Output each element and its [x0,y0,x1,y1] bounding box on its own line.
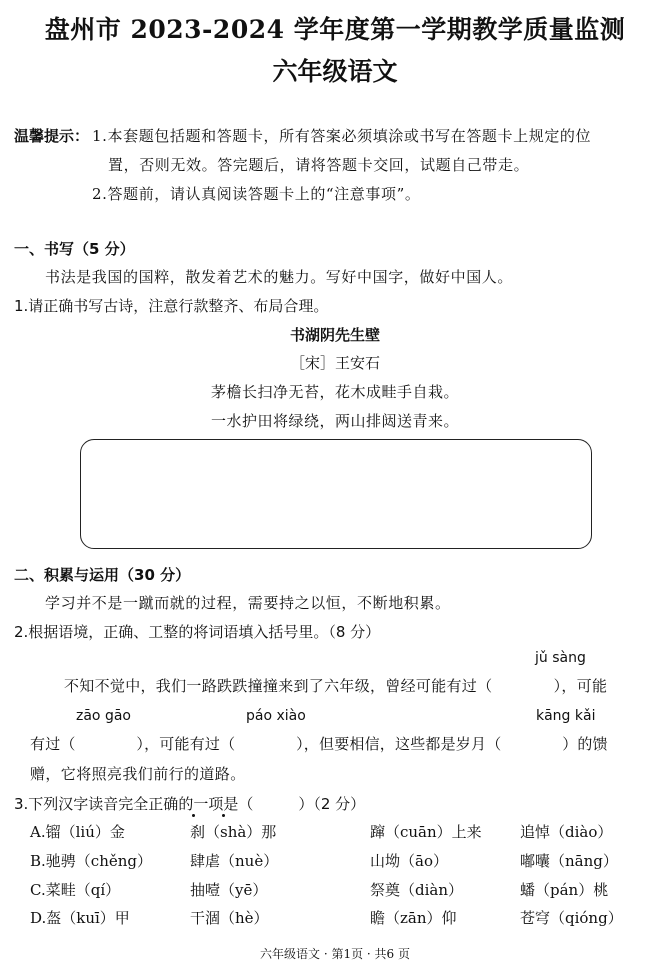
poem-title: 书湖阴先生壁 [289,326,380,344]
option-b-2: 肆虐（nuè） [190,852,279,870]
section1-intro: 书法是我国的国粹，散发着艺术的魅力。写好中国字，做好中国人。 [45,268,514,286]
section1-heading: 一、书写（5 分） [14,240,135,258]
question-2-line-3: 赠，它将照亮我们前行的道路。 [30,765,246,783]
option-c-3: 祭奠（diàn） [370,881,464,899]
option-d-1: D.盔（kuī）甲 [30,909,130,927]
option-b-4: 嘟囔（nāng） [520,852,618,870]
question-2-line-2: 有过（ ），可能有过（ ），但要相信，这些都是岁月（ ）的馈 [30,735,608,753]
notice-item2: 2.答题前，请认真阅读答题卡上的“注意事项”。 [92,185,421,203]
pinyin-kangkai: kāng kǎi [536,708,596,724]
pinyin-paoxiao: páo xiào [246,708,306,724]
option-a-4: 追悼（diào） [520,823,613,841]
section2-heading: 二、积累与运用（30 分） [14,566,191,584]
notice-item1-line1: 1.本套题包括题和答题卡，所有答案必须填涂或书写在答题卡上规定的位 [92,127,592,145]
option-d-4: 苍穹（qióng） [520,909,623,927]
option-a-3: 蹿（cuān）上来 [370,823,482,841]
option-a-1: A.镏（liú）金 [30,823,125,841]
poem-author: ［宋］王安石 [289,354,380,372]
exam-subtitle: 六年级语文 [272,57,398,86]
option-b-1: B.驰骋（chěng） [30,852,152,870]
question-2-stem: 2.根据语境，正确、工整的将词语填入括号里。（8 分） [14,623,381,641]
notice-label: 温馨提示： [14,127,90,145]
question-1: 1.请正确书写古诗，注意行款整齐、布局合理。 [14,297,329,315]
option-a-2: 刹（shà）那 [190,823,277,841]
emphasis-dot [192,814,195,817]
writing-answer-box [80,439,592,549]
question-3-stem: 3.下列汉字读音完全正确的一项是（ ）（2 分） [14,795,366,813]
poem-line-2: 一水护田将绿绕，两山排闼送青来。 [210,412,459,430]
page-footer: 六年级语文 · 第1页 · 共6 页 [260,947,410,961]
option-c-4: 蟠（pán）桃 [520,881,609,899]
exam-title: 盘州市 2023-2024 学年度第一学期教学质量监测 [44,15,626,44]
option-c-2: 抽噎（yē） [190,881,268,899]
option-b-3: 山坳（āo） [370,852,448,870]
poem-line-1: 茅檐长扫净无苔，花木成畦手自栽。 [210,383,459,401]
pinyin-zaogao: zāo gāo [76,708,131,724]
question-2-line-1: 不知不觉中，我们一路跌跌撞撞来到了六年级，曾经可能有过（ ），可能 [64,677,608,695]
option-d-3: 瞻（zān）仰 [370,909,457,927]
option-c-1: C.菜畦（qí） [30,881,121,899]
pinyin-jusang: jǔ sàng [535,650,586,666]
option-d-2: 干涸（hè） [190,909,269,927]
notice-item1-line2: 置，否则无效。答完题后，请将答题卡交回，试题自己带走。 [108,156,530,174]
section2-intro: 学习并不是一蹴而就的过程，需要持之以恒，不断地积累。 [45,594,451,612]
emphasis-dot [222,814,225,817]
